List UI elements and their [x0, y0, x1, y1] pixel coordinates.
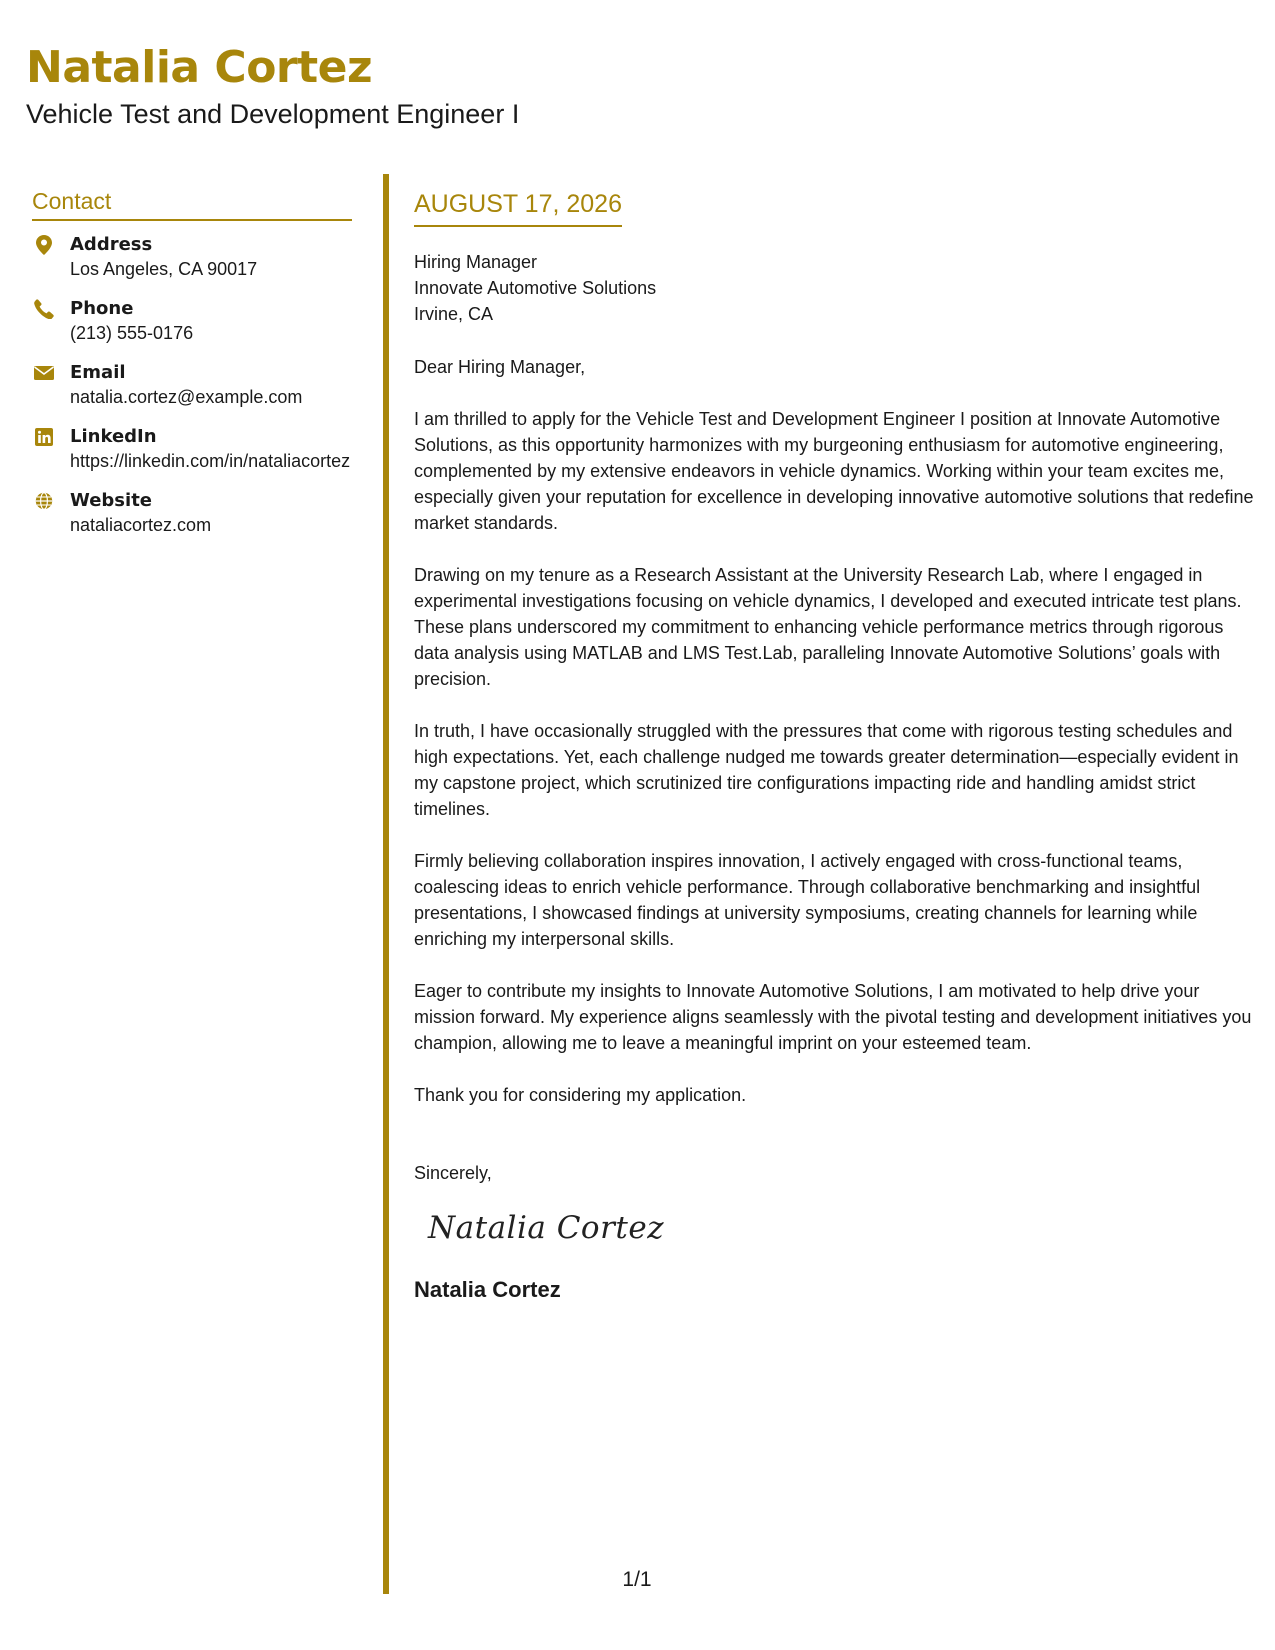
contact-item-phone [32, 297, 352, 346]
vertical-divider [383, 174, 389, 1594]
recipient-company: Innovate Automotive Solutions [414, 278, 657, 298]
paragraph-challenges: In truth, I have occasionally struggled with the pressures that come with rigorous testing schedules and high expectations. Yet, each challenge nudged me towards greater determination—especially evident in my capstone project, which scrutinized tire configurations impacting ride and handling amidst strict timelines. [414, 721, 1239, 819]
recipient-title: Hiring Manager [414, 252, 538, 272]
paragraph-intro: I am thrilled to apply for the Vehicle Test and Development Engineer I position at Innovate Automotive Solutions, as this opportunity harmonizes with my burgeoning enthusiasm for automotive engineering, complemented by my extensive endeavors in vehicle dynamics. Working within your team excites me, especially given your reputation for excellence in developing innovative automotive solutions that redefine market standards. [414, 409, 1254, 533]
contact-item-email [32, 361, 352, 410]
paragraph-collaboration: Firmly believing collaboration inspires innovation, I actively engaged with cross-functional teams, coalescing ideas to enrich vehicle performance. Through collaborative benchmarking and insightful presentations, I showcased findings at university symposiums, creating channels for learning while enriching my interpersonal skills. [414, 851, 1201, 949]
website-value[interactable]: nataliacortez.com [70, 515, 212, 535]
email-label: Email [70, 362, 126, 383]
contact-heading: Contact [32, 188, 352, 221]
address-label: Address [70, 234, 153, 255]
linkedin-value[interactable]: https://linkedin.com/in/nataliacortez [70, 451, 351, 471]
candidate-name: Natalia Cortez [26, 42, 373, 93]
paragraph-experience: Drawing on my tenure as a Research Assistant at the University Research Lab, where I engaged in experimental investigations focusing on vehicle dynamics, I developed and executed intricate test plans. These plans underscored my commitment to enhancing vehicle performance metrics through rigorous data analysis using MATLAB and LMS Test.Lab, paralleling Innovate Automotive Solutions’ goals with precision. [414, 565, 1242, 689]
signatory-name: Natalia Cortez [414, 1277, 561, 1302]
paragraph-thanks: Thank you for considering my application. [414, 1085, 747, 1105]
letter-date: AUGUST 17, 2026 [414, 190, 622, 227]
envelope-icon [34, 363, 54, 383]
closing: Sincerely, [414, 1163, 492, 1183]
website-label: Website [70, 490, 153, 511]
job-title: Vehicle Test and Development Engineer I [26, 99, 520, 129]
contact-list [32, 233, 352, 538]
phone-icon [34, 299, 54, 319]
linkedin-icon [34, 427, 54, 447]
recipient-location: Irvine, CA [414, 304, 494, 324]
recipient-block [414, 249, 1254, 327]
letter-body [414, 190, 1254, 1303]
phone-label: Phone [70, 298, 134, 319]
svg-text:Natalia Cortez: Natalia Cortez [428, 1210, 665, 1246]
contact-item-address [32, 233, 352, 282]
paragraph-motivation: Eager to contribute my insights to Innovate Automotive Solutions, I am motivated to help drive your mission forward. My experience aligns seamlessly with the pivotal testing and development initiatives you champion, allowing me to leave a meaningful imprint on your esteemed team. [414, 981, 1252, 1053]
phone-value: (213) 555-0176 [70, 323, 194, 343]
handwritten-signature [426, 1206, 1254, 1255]
contact-item-linkedin [32, 425, 352, 474]
email-value[interactable]: natalia.cortez@example.com [70, 387, 303, 407]
contact-item-website [32, 489, 352, 538]
salutation: Dear Hiring Manager, [414, 357, 586, 377]
map-pin-icon [34, 235, 54, 255]
address-value: Los Angeles, CA 90017 [70, 259, 258, 279]
linkedin-label: LinkedIn [70, 426, 157, 447]
globe-icon [34, 491, 54, 511]
contact-sidebar [32, 188, 352, 553]
page-number: 1/1 [622, 1568, 652, 1591]
